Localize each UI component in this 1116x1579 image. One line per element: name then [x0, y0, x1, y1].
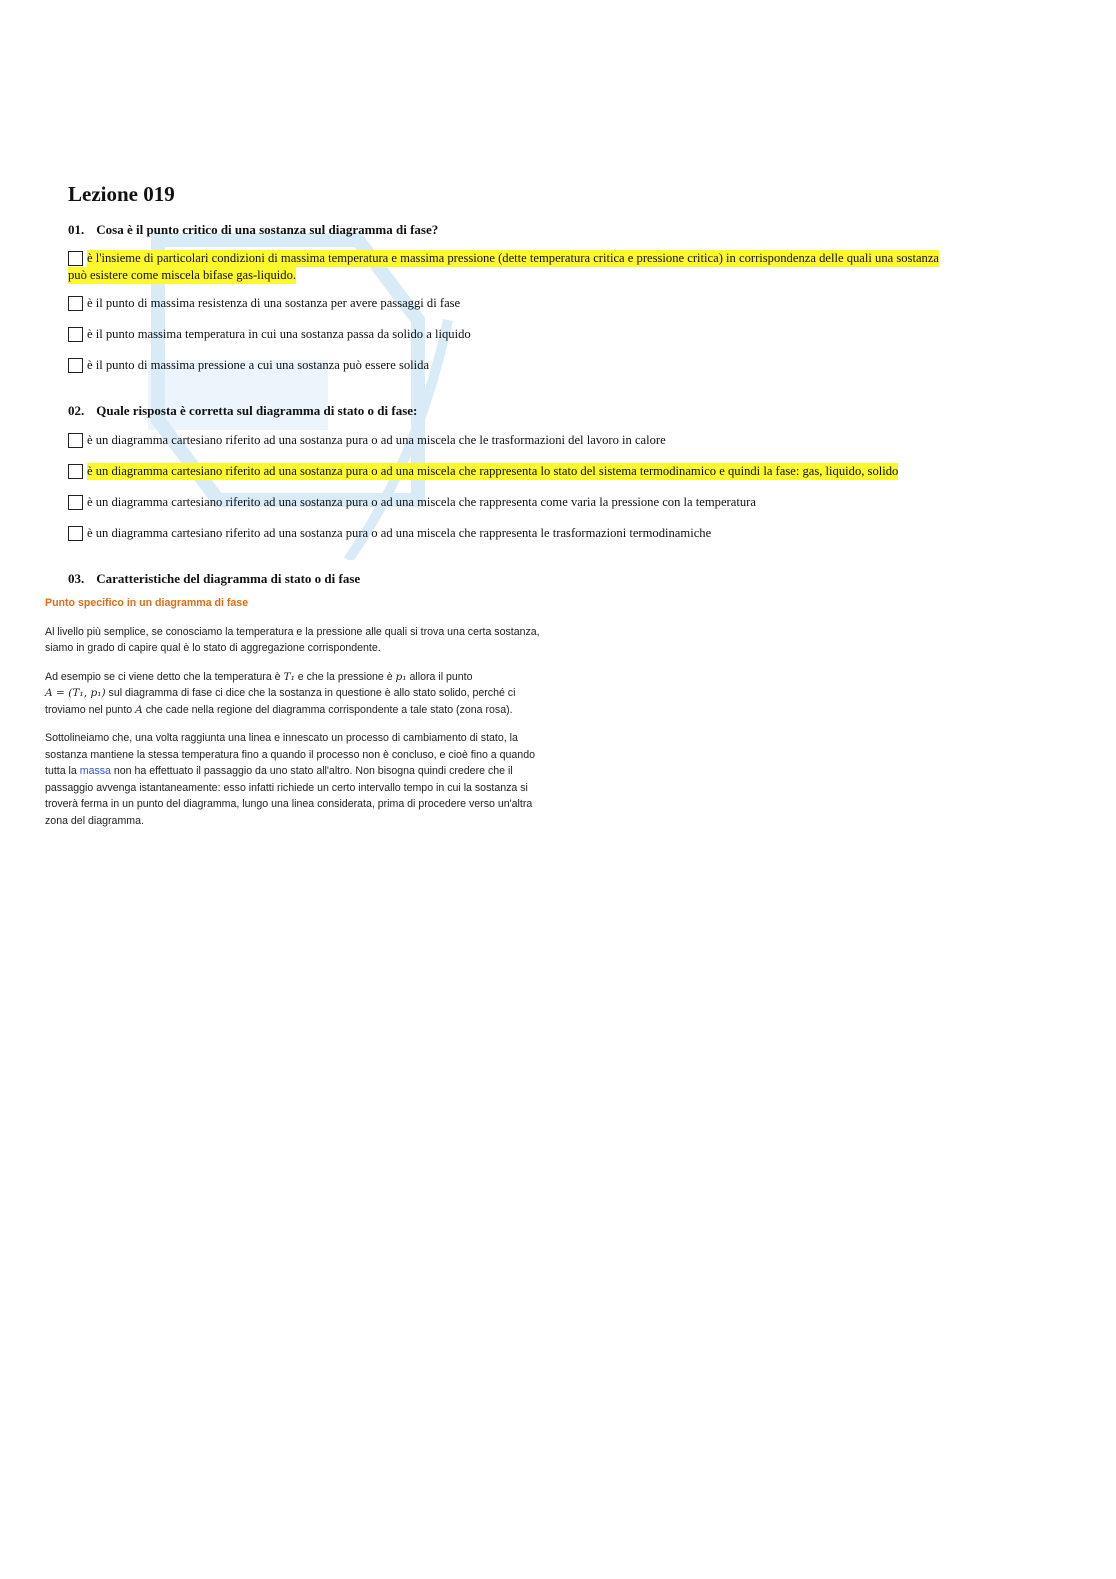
inset-excerpt — [45, 595, 645, 829]
inset-line: tutta la massa non ha effettuato il passaggio da uno stato all'altro. Non bisogna quindi credere che il — [45, 765, 513, 777]
answer-checkbox[interactable] — [68, 251, 83, 266]
inset-line: Al livello più semplice, se conosciamo la temperatura e la pressione alle quali si trova una certa sostanza, — [45, 625, 540, 638]
question-number: 02. — [68, 403, 85, 418]
math-a: A — [135, 703, 143, 716]
math-p1: p₁ — [395, 670, 407, 683]
massa-link[interactable]: massa — [79, 765, 111, 777]
math-point-a: A = (T₁, p₁) — [45, 687, 106, 699]
answer-option — [68, 295, 1038, 312]
answer-option-continuation — [68, 267, 1038, 284]
inset-line: sostanza mantiene la stessa temperatura fino a quando il processo non è concluso, e cioè fino a quando — [45, 748, 535, 761]
answer-text: è un diagramma cartesiano riferito ad una sostanza pura o ad una miscela che rappresenta lo stato del sistema termodinamico e quindi la fase: gas, liquido, solido — [87, 464, 899, 478]
answer-text: è un diagramma cartesiano riferito ad una sostanza pura o ad una miscela che le trasformazioni del lavoro in calore — [87, 433, 666, 447]
answer-option — [68, 494, 1038, 511]
lesson-title: Lezione 019 — [68, 182, 175, 206]
inset-line: troviamo nel punto A che cade nella regione del diagramma corrispondente a tale stato (zona rosa). — [45, 703, 513, 716]
answer-checkbox[interactable] — [68, 464, 83, 479]
inset-title: Punto specifico in un diagramma di fase — [45, 597, 249, 609]
answer-text-line1: è l'insieme di particolari condizioni di massima temperatura e massima pressione (dette temperatura critica e pressione critica) in corrispondenza delle quali una sostanza — [87, 251, 940, 265]
document-page — [45, 180, 1038, 829]
question-number: 03. — [68, 571, 85, 586]
answer-checkbox[interactable] — [68, 296, 83, 311]
inset-line: siamo in grado di capire qual è lo stato di aggregazione corrispondente. — [45, 642, 381, 654]
answer-checkbox[interactable] — [68, 433, 83, 448]
question-title — [68, 221, 1038, 239]
answer-checkbox[interactable] — [68, 526, 83, 541]
question-title — [68, 402, 1038, 420]
question-text: Caratteristiche del diagramma di stato o di fase — [96, 571, 361, 586]
answer-text: è il punto di massima pressione a cui una sostanza può essere solida — [87, 358, 430, 372]
answer-option — [68, 432, 1038, 449]
inset-line: zona del diagramma. — [45, 814, 144, 827]
inset-line: Sottolineiamo che, una volta raggiunta una linea e innescato un processo di cambiamento di stato, la — [45, 732, 518, 744]
inset-paragraph-1 — [45, 624, 645, 657]
inset-line: passaggio avvenga istantaneamente: esso infatti richiede un certo intervallo tempo in cui la sostanza si — [45, 781, 528, 794]
question-number: 01. — [68, 222, 85, 237]
inset-paragraph-2 — [45, 669, 645, 719]
inset-line: troverà ferma in un punto del diagramma, lungo una linea considerata, prima di procedere verso un'altra — [45, 798, 533, 810]
inset-line: A = (T₁, p₁) sul diagramma di fase ci dice che la sostanza in questione è allo stato solido, perché ci — [45, 687, 516, 699]
answer-option — [68, 463, 1038, 480]
math-t1: T₁ — [283, 670, 295, 683]
answer-checkbox[interactable] — [68, 495, 83, 510]
question-text: Cosa è il punto critico di una sostanza sul diagramma di fase? — [96, 222, 439, 237]
answer-checkbox[interactable] — [68, 327, 83, 342]
question-02 — [68, 402, 1038, 542]
answer-text: è il punto di massima resistenza di una sostanza per avere passaggi di fase — [87, 296, 461, 310]
answer-text: è un diagramma cartesiano riferito ad una sostanza pura o ad una miscela che rappresenta come varia la pressione con la temperatura — [87, 495, 756, 509]
answer-text: è il punto massima temperatura in cui una sostanza passa da solido a liquido — [87, 327, 471, 341]
answer-option — [68, 357, 1038, 374]
question-03 — [68, 570, 1038, 588]
answer-text: è un diagramma cartesiano riferito ad una sostanza pura o ad una miscela che rappresenta le trasformazioni termodinamiche — [87, 526, 712, 540]
answer-checkbox[interactable] — [68, 358, 83, 373]
inset-line: Ad esempio se ci viene detto che la temperatura è T₁ e che la pressione è p₁ allora il punto — [45, 670, 473, 683]
question-text: Quale risposta è corretta sul diagramma di stato o di fase: — [96, 403, 418, 418]
answer-option — [68, 326, 1038, 343]
answer-option — [68, 250, 1038, 267]
inset-paragraph-3 — [45, 730, 645, 829]
answer-text-line2: può esistere come miscela bifase gas-liquido. — [68, 268, 297, 282]
question-title — [68, 570, 1038, 588]
question-01 — [68, 221, 1038, 374]
answer-option — [68, 525, 1038, 542]
